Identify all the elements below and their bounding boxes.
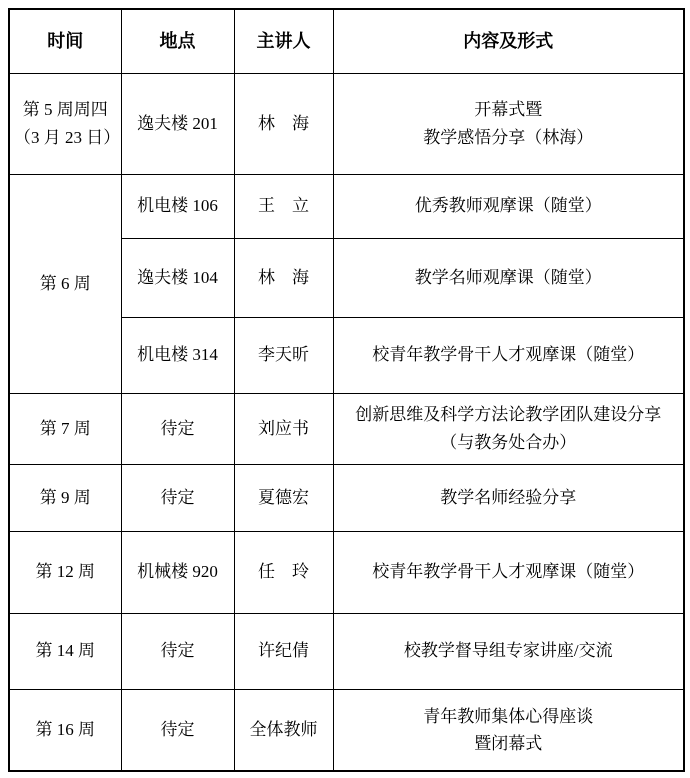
cell-week16-time: 第 16 周 [9,689,121,771]
header-location: 地点 [121,9,234,73]
cell-week14-time: 第 14 周 [9,613,121,689]
cell-week6-time: 第 6 周 [9,174,121,393]
header-speaker: 主讲人 [234,9,333,73]
cell-week6-sub2-location: 逸夫楼 104 [121,238,234,317]
cell-week5-location: 逸夫楼 201 [121,73,234,174]
cell-week14-speaker: 许纪倩 [234,613,333,689]
row-week5 [9,73,684,174]
cell-week6-sub2-speaker: 林 海 [234,238,333,317]
cell-week14-content: 校教学督导组专家讲座/交流 [333,613,684,689]
week5-content-line2: 教学感悟分享（林海） [423,127,594,147]
cell-week9-location: 待定 [121,464,234,531]
week16-content-line1: 青年教师集体心得座谈 [423,706,594,726]
cell-week9-speaker: 夏德宏 [234,464,333,531]
week5-time-line1: 第 5 周周四 [22,100,108,120]
cell-week6-sub1-content: 优秀教师观摩课（随堂） [333,174,684,238]
cell-week6-sub3-location: 机电楼 314 [121,317,234,393]
cell-week5-speaker: 林 海 [234,73,333,174]
week7-content-line2: （与教务处合办） [440,432,577,452]
row-week12 [9,531,684,613]
cell-week14-location: 待定 [121,613,234,689]
row-week7 [9,393,684,464]
row-week14 [9,613,684,689]
cell-week12-time: 第 12 周 [9,531,121,613]
cell-week12-speaker: 任 玲 [234,531,333,613]
cell-week5-time [9,73,121,174]
schedule-table [8,8,685,772]
cell-week9-content: 教学名师经验分享 [333,464,684,531]
cell-week16-location: 待定 [121,689,234,771]
cell-week5-content [333,73,684,174]
cell-week16-content [333,689,684,771]
cell-week6-sub3-speaker: 李天昕 [234,317,333,393]
week5-content-line1: 开幕式暨 [474,100,543,120]
cell-week6-sub2-content: 教学名师观摩课（随堂） [333,238,684,317]
cell-week6-sub3-content: 校青年教学骨干人才观摩课（随堂） [333,317,684,393]
header-time: 时间 [9,9,121,73]
row-week9 [9,464,684,531]
cell-week6-sub1-location: 机电楼 106 [121,174,234,238]
row-week6-sub1 [9,174,684,238]
header-row [9,9,684,73]
cell-week6-sub1-speaker: 王 立 [234,174,333,238]
cell-week12-content: 校青年教学骨干人才观摩课（随堂） [333,531,684,613]
cell-week7-speaker: 刘应书 [234,393,333,464]
week16-content-line2: 暨闭幕式 [474,733,543,753]
cell-week7-time: 第 7 周 [9,393,121,464]
cell-week9-time: 第 9 周 [9,464,121,531]
week7-content-line1: 创新思维及科学方法论教学团队建设分享 [355,405,662,425]
row-week16 [9,689,684,771]
header-content: 内容及形式 [333,9,684,73]
week5-time-line2: （3 月 23 日） [14,127,121,147]
cell-week12-location: 机械楼 920 [121,531,234,613]
cell-week7-content [333,393,684,464]
cell-week7-location: 待定 [121,393,234,464]
cell-week16-speaker: 全体教师 [234,689,333,771]
